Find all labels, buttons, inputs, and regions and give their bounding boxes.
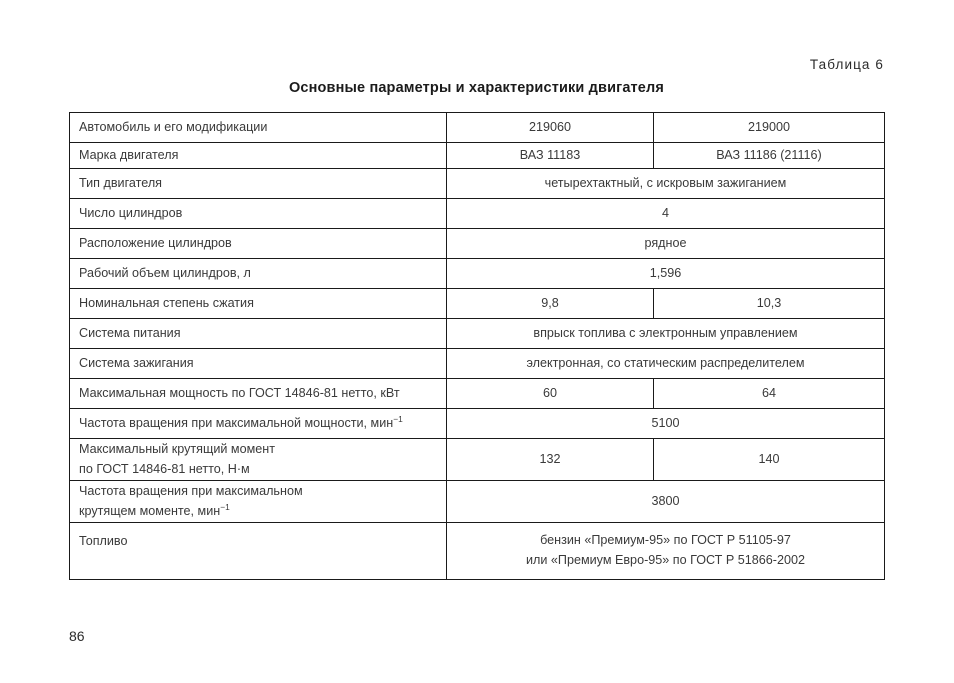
row-value-b: 10,3 — [654, 289, 885, 319]
table-row — [70, 169, 885, 199]
row-value-merged: четырехтактный, с искровым зажиганием — [447, 169, 885, 199]
page-number: 86 — [69, 628, 85, 644]
table-row — [70, 289, 885, 319]
engine-specifications-table — [69, 112, 885, 580]
row-label: Топливо — [70, 523, 447, 580]
table-row — [70, 439, 885, 481]
row-value-merged: 1,596 — [447, 259, 885, 289]
row-value-merged — [447, 523, 885, 580]
row-value-merged: 4 — [447, 199, 885, 229]
row-label: Максимальная мощность по ГОСТ 14846-81 нетто, кВт — [70, 379, 447, 409]
table-row — [70, 379, 885, 409]
table-row — [70, 349, 885, 379]
row-label: Число цилиндров — [70, 199, 447, 229]
row-value-line-1: бензин «Премиум-95» по ГОСТ Р 51105-97 — [540, 533, 791, 548]
row-label-line-2-text: крутящем моменте, мин — [79, 503, 221, 518]
row-value-b: 64 — [654, 379, 885, 409]
row-label-superscript: −1 — [220, 501, 230, 512]
table-row — [70, 523, 885, 580]
row-value-merged: рядное — [447, 229, 885, 259]
row-label-superscript: −1 — [393, 413, 403, 424]
row-label: Система зажигания — [70, 349, 447, 379]
row-label: Марка двигателя — [70, 143, 447, 169]
row-value-a: 9,8 — [447, 289, 654, 319]
row-label-line-1: Частота вращения при максимальном — [79, 483, 303, 498]
row-value-merged: электронная, со статическим распределителем — [447, 349, 885, 379]
table-row — [70, 319, 885, 349]
row-label-text: Частота вращения при максимальной мощности, мин — [79, 415, 394, 430]
table-row — [70, 259, 885, 289]
row-value-b: ВАЗ 11186 (21116) — [654, 143, 885, 169]
row-value-a: ВАЗ 11183 — [447, 143, 654, 169]
row-label: Система питания — [70, 319, 447, 349]
row-label: Автомобиль и его модификации — [70, 113, 447, 143]
row-label — [70, 481, 447, 523]
row-value-b: 140 — [654, 439, 885, 481]
row-label-line-2: по ГОСТ 14846-81 нетто, Н·м — [79, 461, 250, 476]
row-label-line-2 — [79, 502, 446, 522]
row-label: Тип двигателя — [70, 169, 447, 199]
table-row — [70, 481, 885, 523]
table-row — [70, 113, 885, 143]
table-caption: Таблица 6 — [809, 57, 884, 72]
row-label — [70, 409, 447, 439]
row-value-a: 219060 — [447, 113, 654, 143]
row-value-merged: 3800 — [447, 481, 885, 523]
table-row — [70, 143, 885, 169]
row-value-merged: впрыск топлива с электронным управлением — [447, 319, 885, 349]
row-label: Рабочий объем цилиндров, л — [70, 259, 447, 289]
page-title: Основные параметры и характеристики двигателя — [288, 80, 664, 96]
row-label: Номинальная степень сжатия — [70, 289, 447, 319]
table-row — [70, 229, 885, 259]
row-value-a: 132 — [447, 439, 654, 481]
row-value-a: 60 — [447, 379, 654, 409]
row-label-line-1: Максимальный крутящий момент — [79, 441, 275, 456]
row-value-line-2: или «Премиум Евро-95» по ГОСТ Р 51866-2002 — [525, 553, 806, 567]
row-value-b: 219000 — [654, 113, 885, 143]
table-row — [70, 409, 885, 439]
row-label — [70, 439, 447, 481]
row-value-merged: 5100 — [447, 409, 885, 439]
row-label: Расположение цилиндров — [70, 229, 447, 259]
table-row — [70, 199, 885, 229]
